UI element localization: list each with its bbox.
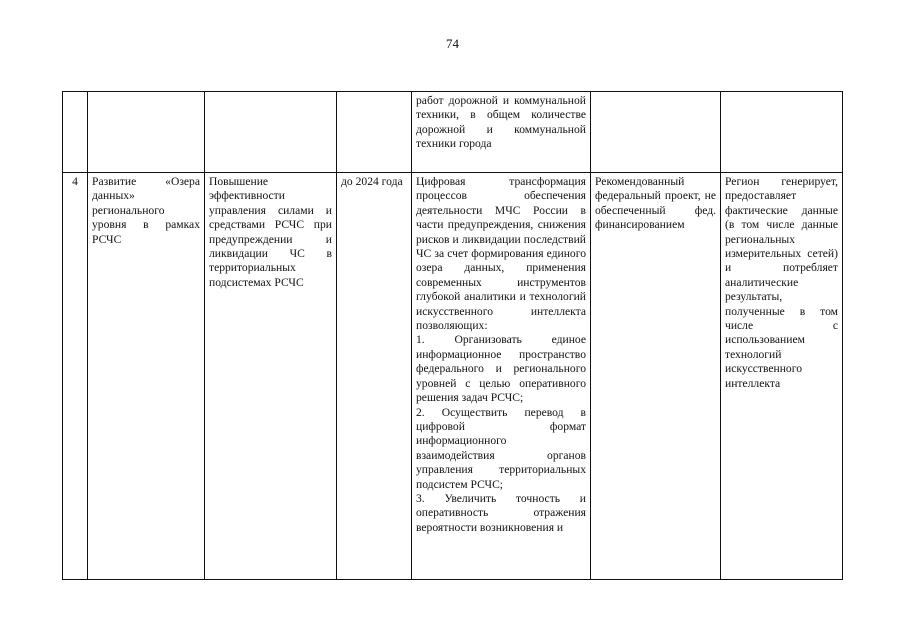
- description-paragraph: 2. Осуществить перевод в цифровой формат информационного взаимодействия органов управления территориальных подсистем РСЧС;: [416, 405, 586, 491]
- deadline-cell: [337, 92, 412, 173]
- table-row: [63, 173, 843, 580]
- funding-cell: Рекомендованный федеральный проект, не обеспеченный фед. финансированием: [591, 173, 721, 580]
- measures-table: [62, 91, 843, 580]
- region-role-cell: Регион генерирует, предоставляет фактические данные (в том числе данные региональных измерительных сетей) и потребляет аналитические результаты, полученные в том числе с использованием технологий искусственного интеллекта: [721, 173, 843, 580]
- page-number: 74: [446, 36, 459, 51]
- description-cell: работ дорожной и коммунальной техники, в общем количестве дорожной и коммунальной техники города: [412, 92, 591, 173]
- description-paragraph: Цифровая трансформация процессов обеспечения деятельности МЧС России в части предупреждения, снижения рисков и ликвидации последствий ЧС за счет формирования единого озера данных, применения современных инструментов глубокой аналитики и технологий искусственного интеллекта позволяющих:: [416, 175, 586, 333]
- funding-cell: [591, 92, 721, 173]
- row-number-cell: [63, 92, 88, 173]
- region-role-cell: [721, 92, 843, 173]
- description-paragraph: 3. Увеличить точность и оперативность отражения вероятности возникновения и: [416, 491, 586, 534]
- measure-name-cell: [88, 92, 205, 173]
- goal-cell: [205, 92, 337, 173]
- measure-name-cell: Развитие «Озера данных» регионального уровня в рамках РСЧС: [88, 173, 205, 580]
- goal-cell: Повышение эффективности управления силами и средствами РСЧС при предупреждении и ликвидации ЧС в территориальных подсистемах РСЧС: [205, 173, 337, 580]
- description-paragraph: 1. Организовать единое информационное пространство федерального и регионального уровней с целью оперативного решения задач РСЧС;: [416, 333, 586, 405]
- table-row: [63, 92, 843, 173]
- row-number-cell: 4: [63, 173, 88, 580]
- description-cell: [412, 173, 591, 580]
- deadline-cell: до 2024 года: [337, 173, 412, 580]
